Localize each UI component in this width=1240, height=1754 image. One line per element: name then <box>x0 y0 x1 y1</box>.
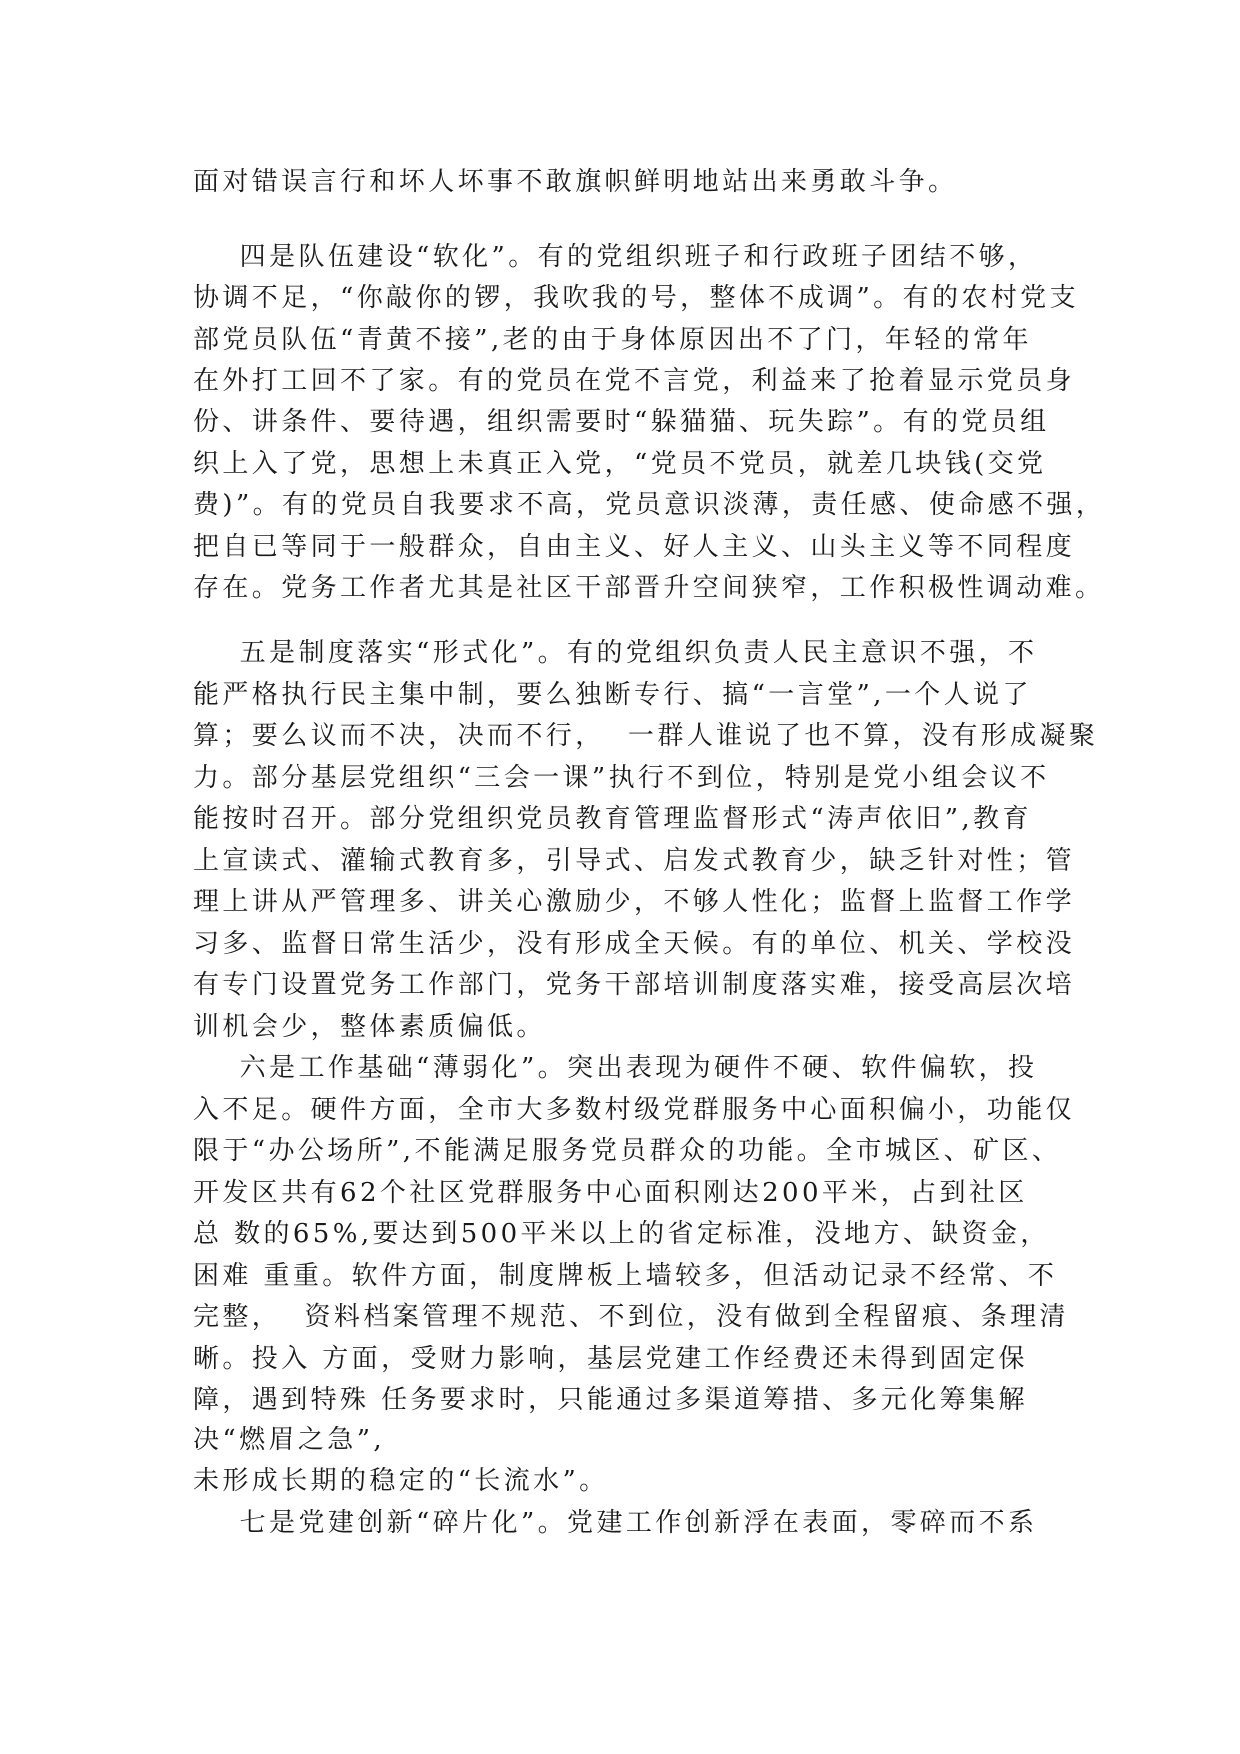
text-line: 入不足。硬件方面，全市大多数村级党群服务中心面积偏小，功能仅 <box>193 1095 1076 1125</box>
text-line: 决“燃眉之急”, <box>193 1425 386 1455</box>
text-line: 有专门设置党务工作部门，党务干部培训制度落实难，接受高层次培 <box>193 970 1076 1000</box>
text-line: 四是队伍建设“软化”。有的党组织班子和行政班子团结不够， <box>193 242 1038 272</box>
text-line: 晰。投入 方面，受财力影响，基层党建工作经费还未得到固定保 <box>193 1344 1028 1374</box>
text-line: 能严格执行民主集中制，要么独断专行、搞“一言堂”,一个人说了 <box>193 680 1032 710</box>
text-line: 五是制度落实“形式化”。有的党组织负责人民主意识不强，不 <box>193 638 1038 668</box>
text-line: 六是工作基础“薄弱化”。突出表现为硬件不硬、软件偏软，投 <box>193 1053 1038 1083</box>
text-line: 总 数的65%,要达到500平米以上的省定标准，没地方、缺资金， <box>193 1219 1050 1249</box>
text-line: 面对错误言行和坏人坏事不敢旗帜鲜明地站出来勇敢斗争。 <box>193 167 958 197</box>
text-line: 完整， 资料档案管理不规范、不到位，没有做到全程留痕、条理清 <box>193 1302 1069 1332</box>
text-line: 未形成长期的稳定的“长流水”。 <box>193 1466 609 1496</box>
text-line: 限于“办公场所”,不能满足服务党员群众的功能。全市城区、矿区、 <box>193 1136 1062 1166</box>
text-line: 织上入了党，思想上未真正入党，“党员不党员，就差几块钱(交党 <box>193 449 1047 479</box>
text-line: 力。部分基层党组织“三会一课”执行不到位，特别是党小组会议不 <box>193 763 1050 793</box>
text-line: 在外打工回不了家。有的党员在党不言党，利益来了抢着显示党员身 <box>193 366 1076 396</box>
text-line: 困难 重重。软件方面，制度牌板上墙较多，但活动记录不经常、不 <box>193 1261 1058 1291</box>
text-line: 开发区共有62个社区党群服务中心面积刚达200平米，占到社区 <box>193 1178 1028 1208</box>
text-line: 部党员队伍“青黄不接”,老的由于身体原因出不了门，年轻的常年 <box>193 325 1032 355</box>
text-line: 上宣读式、灌输式教育多，引导式、启发式教育少，缺乏针对性；管 <box>193 846 1076 876</box>
text-line: 七是党建创新“碎片化”。党建工作创新浮在表面，零碎而不系 <box>193 1508 1038 1538</box>
text-line: 障，遇到特殊 任务要求时，只能通过多渠道筹措、多元化筹集解 <box>193 1385 1028 1415</box>
text-line: 理上讲从严管理多、讲关心激励少，不够人性化；监督上监督工作学 <box>193 887 1076 917</box>
text-line: 算；要么议而不决，决而不行， 一群人谁说了也不算，没有形成凝聚 <box>193 721 1099 751</box>
text-line: 份、讲条件、要待遇，组织需要时“躲猫猫、玩失踪”。有的党员组 <box>193 407 1050 437</box>
text-line: 能按时召开。部分党组织党员教育管理监督形式“涛声依旧”,教育 <box>193 804 1032 834</box>
text-line: 协调不足，“你敲你的锣，我吹我的号，整体不成调”。有的农村党支 <box>193 283 1079 313</box>
text-line: 费)”。有的党员自我要求不高，党员意识淡薄，责任感、使命感不强， <box>193 490 1106 520</box>
text-line: 训机会少，整体素质偏低。 <box>193 1012 546 1042</box>
text-line: 把自已等同于一般群众，自由主义、好人主义、山头主义等不同程度 <box>193 532 1076 562</box>
text-line: 存在。党务工作者尤其是社区干部晋升空间狭窄，工作积极性调动难。 <box>193 573 1105 603</box>
text-line: 习多、监督日常生活少，没有形成全天候。有的单位、机关、学校没 <box>193 929 1076 959</box>
